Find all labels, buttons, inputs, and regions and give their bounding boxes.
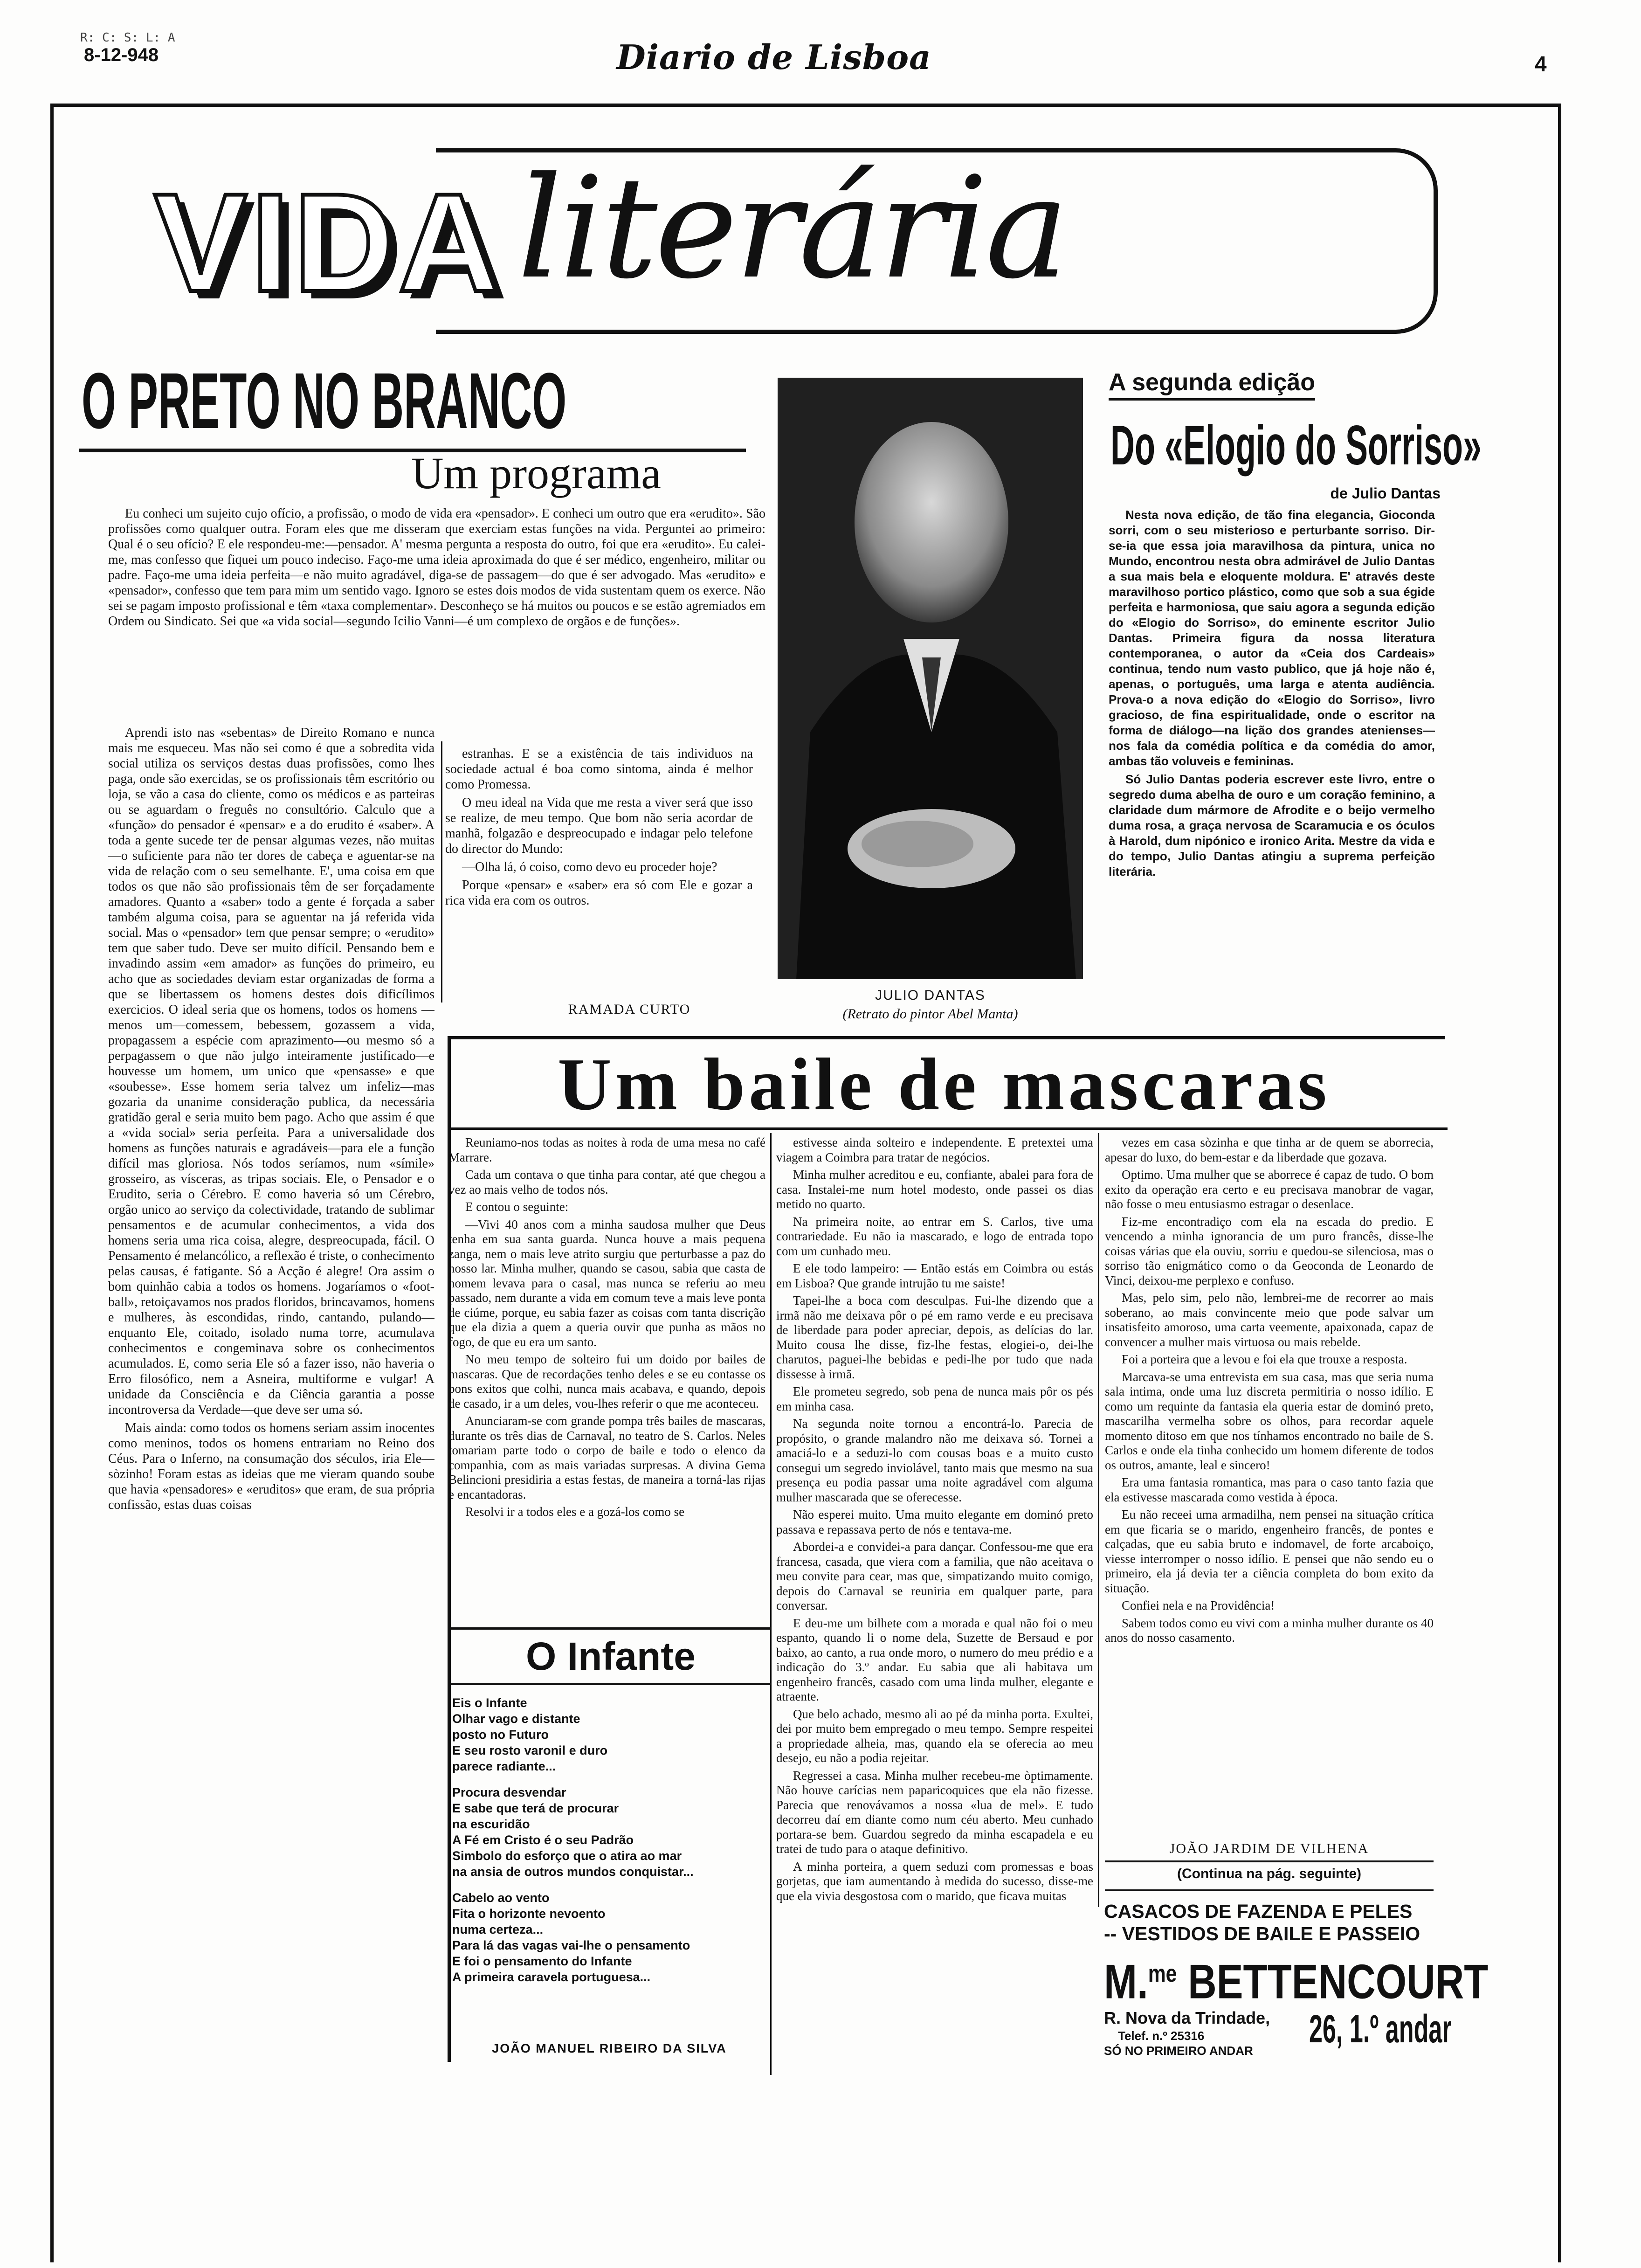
intro-paragraph xyxy=(108,506,765,632)
ad-address: R. Nova da Trindade, xyxy=(1104,2008,1270,2027)
side-headline: Do «Elogio do Sorriso» xyxy=(1110,414,1482,477)
paragraph: vezes em casa sòzinha e que tinha ar de quem se aborrecia, apesar do luxo, do bem-estar e da liberdade que gozava. xyxy=(1105,1135,1434,1164)
paragraph: Fiz-me encontradiço com ela na escada do predio. E vencendo a minha ignorancia de um puro francês, disse-lhe coisas várias que ela ouviu, sorriu e quedou-se silenciosa, mas o sorriso tão enigmático como o da Geoconda de Leonardo de Vinci, deixou-me perplexo e confuso. xyxy=(1105,1214,1434,1287)
paragraph: Minha mulher acreditou e eu, confiante, abalei para fora de casa. Instalei-me num hotel modesto, onde passei os dias metido no quarto. xyxy=(776,1168,1093,1211)
poem-line: E seu rosto varonil e duro xyxy=(452,1743,608,1757)
ref-stamp: R: C: S: L: A xyxy=(80,31,175,45)
paragraph: E contou o seguinte: xyxy=(465,1200,569,1214)
paragraph: E deu-me um bilhete com a morada e qual não foi o meu espanto, quando li o nome dela, Suzette de Bersaud e por baixo, ao canto, a rua onde moro, o numero do meu prédio e a indicação do 3.º andar. Eu sabia que ali habitava um engenheiro francês, casado com uma linda mulher, elegante e atraente. xyxy=(776,1616,1093,1703)
paragraph: Mais ainda: como todos os homens seriam assim inocentes como meninos, todos os homens entrariam no Reino dos Céus. Para o Inferno, na consumação dos séculos, iria Ele—sòzinho! Foram estas as ideias que me vieram quando soube que havia «pensadores» e «eruditos» que eram, de sua própria confissão, estas duas coisas xyxy=(108,1421,434,1512)
subtitle-um-programa: Um programa xyxy=(411,448,661,498)
paragraph: Eu não receei uma armadilha, nem pensei na situação crítica em que ficaria se o marido, engenheiro francês, de pontes e calçadas, que eu sabia bruto e indomavel, de forte arcaboiço, viesse interromper o nosso idílio. E pensei que não sendo eu o primeiro, ela já devia ter a ciência completa do bom exito da situação. xyxy=(1105,1507,1434,1595)
ad-phone: Telef. n.º 25316 xyxy=(1118,2029,1205,2043)
paragraph: Reuniamo-nos todas as noites à roda de uma mesa no café Marrare. xyxy=(448,1135,765,1164)
poem-stanza xyxy=(452,1890,769,1985)
poem-line: Para lá das vagas vai-lhe o pensamento xyxy=(452,1938,690,1952)
poem-line: Eis o Infante xyxy=(452,1696,527,1710)
poem-title-rule xyxy=(448,1683,770,1685)
ad-brand-name: BETTENCOURT xyxy=(1188,1955,1489,2009)
paragraph: Resolvi ir a todos eles e a gozá-los como se xyxy=(465,1505,685,1519)
poem-line: Fita o horizonte nevoento xyxy=(452,1907,606,1921)
intro-text: Eu conheci um sujeito cujo ofício, a profissão, o modo de vida era «pensador». E conheci um outro que era «erudito». São profissões como qualquer outra. Foram eles que me disseram que exerciam estas funções na vida. Perguntei ao primeiro: Qual é o seu ofício? E ele respondeu-me:—pensador. A' mesma pergunta a resposta do outro, foi que era «erudito». Eu calei-me, mas confesso que fiquei um pouco indeciso. Faço-me uma ideia aproximada do que é ser médico, engenheiro, militar ou padre. Faço-me uma ideia perfeita—e não muito agradável, diga-se de passagem—do que é ser advogado. Mas «erudito» e «pensador», confesso que tem para mim um sentido vago. Ignoro se estes dois modos de vida sustentam quem os exerce. Não sei se pagam imposto profissional e têm «taxa complementar». Desconheço se há muitos ou poucos e se estão agremiados em Ordem ou Sindicato. Sei que «a vida social—segundo Icilio Vanni—é um complexo de orgãos e de funções». xyxy=(108,506,765,629)
author-ramada-curto: RAMADA CURTO xyxy=(568,1002,691,1017)
baile-headline-rule xyxy=(450,1127,1448,1130)
poem-line: parece radiante... xyxy=(452,1759,556,1773)
banner-literaria: literária xyxy=(517,147,1066,310)
ad-number: 26, 1.º andar xyxy=(1309,2007,1452,2051)
paragraph: —Olha lá, ó coiso, como devo eu proceder hoje? xyxy=(462,860,717,874)
poem-line: E sabe que terá de procurar xyxy=(452,1801,619,1815)
ad-brand-sup: me xyxy=(1148,1960,1177,1987)
paragraph: Mas, pelo sim, pelo não, lembrei-me de recorrer ao mais soberano, ao mais convincente meio que pode salvar um insatisfeito amoroso, uma carta veemente, apaixonada, capaz de convencer a mulher mais virtuosa ou mais rebelde. xyxy=(1105,1291,1434,1349)
portrait-image xyxy=(778,378,1083,979)
article-col-right xyxy=(445,746,753,911)
ad-note: SÓ NO PRIMEIRO ANDAR xyxy=(1104,2044,1253,2058)
paragraph: Só Julio Dantas poderia escrever este livro, entre o segredo duma abelha de ouro e um coração feminino, a claridade dum mármore de Afrodite e o beijo vermelho duma rosa, a graça nervosa de Scaramucia e os óculos à Harold, dum nipónico e ironico Arita. Mestre da vida e do tempo, Julio Dantas atingiu a suprema perfeição literária. xyxy=(1109,772,1435,878)
masthead: Diario de Lisboa xyxy=(616,37,931,77)
poem-line: E foi o pensamento do Infante xyxy=(452,1954,632,1968)
paragraph: Nesta nova edição, de tão fina elegancia, Gioconda sorri, com o seu misterioso e perturbante sorriso. Dir-se-ia que essa joia maravilhosa da pintura, unica no Mundo, encontrou nesta obra admirável de Julio Dantas a sua mais bela e eloquente moldura. E' através deste maravilhoso portico plástico, como que sob a sua égide perfeita e harmoniosa, que saiu agora a segunda edição do «Elogio do Sorriso», do eminente escritor Julio Dantas. Primeira figura da nossa literatura contemporanea, o autor da «Ceia dos Cardeais» continua, tendo num vasto publico, que já hoje não é, apenas, o português, uma larga e atenta audiência. Prova-o a nova edição do «Elogio do Sorriso», livro gracioso, de fina espiritualidade, onde o escritor na forma de diálogo—na lição dos grandes atenienses—nos fala da comédia política e da comédia do amor, ambas tão voluveis e femininas. xyxy=(1109,508,1435,768)
portrait-caption-credit: (Retrato do pintor Abel Manta) xyxy=(842,1006,1018,1022)
portrait-caption-name: JULIO DANTAS xyxy=(875,988,986,1003)
paragraph: Na primeira noite, ao entrar em S. Carlos, tive uma contrariedade. Eu não ia mascarado, e logo de entrada topo com um cunhado meu. xyxy=(776,1214,1093,1258)
ad-brand-prefix: M. xyxy=(1104,1955,1148,2009)
ad-line-1: CASACOS DE FAZENDA E PELES xyxy=(1104,1901,1413,1922)
baile-col-divider-2 xyxy=(1098,1133,1099,1907)
side-byline: de Julio Dantas xyxy=(1330,485,1441,502)
paragraph: Na segunda noite tornou a encontrá-lo. Parecia de propósito, o grande malandro não me deixava só. Tornei a amaciá-lo e a seduzi-lo com cousas boas e a muito custo consegui um segredo inviolável, tanto mais que mesmo na sua presença eu podia passar uma noite agradável com alguma mulher mascarada que se oferecesse. xyxy=(776,1417,1093,1504)
paragraph: Que belo achado, mesmo ali ao pé da minha porta. Exultei, dei por muito bem empregado o meu tempo. Sempre respeitei a propriedade alheia, mas, quando ela se oferecia ao meu desejo, eu não a podia rejeitar. xyxy=(776,1707,1093,1765)
baile-headline: Um baile de mascaras xyxy=(558,1043,1331,1126)
date-stamp: 8-12-948 xyxy=(84,45,159,65)
paragraph: A minha porteira, a quem seduzi com promessas e boas gorjetas, que iam aumentando à medida do sucesso, disse-me que ela vivia desgostosa com o marido, que ficava muitas xyxy=(776,1859,1093,1903)
author-vilhena: JOÃO JARDIM DE VILHENA xyxy=(1169,1841,1369,1856)
poem-line: posto no Futuro xyxy=(452,1728,549,1742)
paragraph: Confiei nela e na Providência! xyxy=(1122,1598,1275,1612)
paragraph: Era uma fantasia romantica, mas para o caso tanto fazia que ela estivesse mascarada como vestida à época. xyxy=(1105,1475,1434,1504)
paragraph: Marcava-se uma entrevista em sua casa, mas que seria numa sala intima, onde uma luz discreta permitiria o nosso idílio. E como um requinte da fantasia ela queria estar de dominó preto, mascarilha vermelha sobre os olhos, para recordar aquele momento ditoso em que nos tínhamos encontrado no baile de S. Carlos e onde ela tinha conhecido um homem diferente de todos os outros, amante, leal e sincero! xyxy=(1105,1369,1434,1472)
poem-title: O Infante xyxy=(525,1634,696,1678)
column-divider xyxy=(441,741,442,1003)
author-ribeiro-da-silva: JOÃO MANUEL RIBEIRO DA SILVA xyxy=(492,2041,727,2055)
side-kicker: A segunda edição xyxy=(1109,368,1315,401)
paragraph: Não esperei muito. Uma muito elegante em dominó preto passava e repassava perto de nós e tentava-me. xyxy=(776,1507,1093,1536)
paragraph: Sabem todos como eu vivi com a minha mulher durante os 40 anos do nosso casamento. xyxy=(1105,1616,1434,1645)
paragraph: E ele todo lampeiro: — Então estás em Coimbra ou estás em Lisboa? Que grande intrujão tu me saiste! xyxy=(776,1261,1093,1290)
portrait-drawing xyxy=(778,378,1083,979)
paragraph: Ele prometeu segredo, sob pena de nunca mais pôr os pés em minha casa. xyxy=(776,1384,1093,1413)
ad-line-2: -- VESTIDOS DE BAILE E PASSEIO xyxy=(1104,1923,1420,1944)
page-number: 4 xyxy=(1535,52,1547,76)
frame-left xyxy=(50,104,54,2262)
paragraph: Abordei-a e convidei-a para dançar. Confessou-me que era francesa, casada, que viera com a familia, que não aceitava o meu convite para cear, mas que, simpatizando muito comigo, depois do Carnaval se reuniria em qualquer parte, para conversar. xyxy=(776,1540,1093,1612)
paragraph: No meu tempo de solteiro fui um doido por bailes de mascaras. Que de recordações tenho deles e se eu contasse os bons exitos que colhi, nunca mais acabava, e quando, depois de casado, ir a um deles, vou-lhes referir o que me aconteceu. xyxy=(448,1352,765,1411)
poem-line: A Fé em Cristo é o seu Padrão xyxy=(452,1833,634,1847)
poem-line: A primeira caravela portuguesa... xyxy=(452,1970,651,1984)
frame-top xyxy=(50,104,1561,107)
paragraph: estranhas. E se a existência de tais individuos na sociedade actual é boa como sintoma, ainda é melhor como Promessa. xyxy=(445,747,753,792)
continued-rule-top xyxy=(1105,1860,1434,1862)
baile-col-3 xyxy=(1105,1135,1434,1830)
poem-line: na ansia de outros mundos conquistar... xyxy=(452,1865,694,1879)
frame-right xyxy=(1558,104,1561,2262)
bettencourt-ad xyxy=(1104,1900,1489,2068)
headline-preto-no-branco: O PRETO NO BRANCO xyxy=(82,357,567,445)
poem-stanza xyxy=(452,1695,769,1774)
paragraph: Porque «pensar» e «saber» era só com Ele e gozar a rica vida era com os outros. xyxy=(445,878,753,908)
side-article-body xyxy=(1109,507,1435,882)
banner-vida: VIDA xyxy=(154,164,503,321)
poem-top-rule xyxy=(448,1627,770,1630)
baile-col-2 xyxy=(776,1135,1093,2077)
poem-line: Simbolo do esforço que o atira ao mar xyxy=(452,1849,682,1863)
paragraph: Regressei a casa. Minha mulher recebeu-me òptimamente. Não houve carícias nem paparicoquices que ela não fizesse. Parecia que renovávamos a nossa «lua de mel». E tudo decorreu daí em diante como num céu aberto. Meu cunhado portara-se bem. Guardou segredo da minha escapadela e eu tratei de tudo para o ataque definitivo. xyxy=(776,1768,1093,1856)
paragraph: —Vivi 40 anos com a minha saudosa mulher que Deus tenha em sua santa guarda. Nunca houve a mais pequena zanga, nem o mais leve atrito surgiu que perturbasse a paz do nosso lar. Minha mulher, quando se casou, sabia que casta de homem levava para o casal, mas nunca se referiu ao meu passado, nem durante a vida em comum teve a mais leve ponta de ciúme, porque, eu sabia fazer as coisas com tanta discrição que ela dizia a quem a queria ouvir que punha as mãos no fogo, de que eu era um santo. xyxy=(448,1217,765,1349)
continued-rule-bottom xyxy=(1105,1889,1434,1891)
poem-line: na escuridão xyxy=(452,1817,530,1831)
paragraph: Anunciaram-se com grande pompa três bailes de mascaras, durante os três dias de Carnaval, no teatro de S. Carlos. Neles tomariam parte todo o corpo de baile e todo o elenco da companhia, com as mais variadas surpresas. A divina Gema Belincioni presidiria a estas festas, de maneira a torná-las rijas e encantadoras. xyxy=(448,1414,765,1501)
paragraph: Aprendi isto nas «sebentas» de Direito Romano e nunca mais me esqueceu. Mas não sei como é que a sobredita vida social utiliza os serviços destas duas profissões, como lhes paga, onde são exercidas, se os profissionais têm escritório ou loja, se vão a casa do cliente, como os médicos e as parteiras ou se aguardam o freguês no consultório. Calculo que a «função» do pensador é «pensar» e a do erudito é «saber». A toda a gente sucede ter de pensar algumas vezes, não muitas —o suficiente para não ter dores de cabeça e aguentar-se na vida de relação com o seu semelhante. E', uma coisa em que todos os que não são profissionais têm de ser forçadamente amadores. Quanto a «saber» todo a gente é forçada a saber também alguma coisa, para se aguentar na já referida vida social. Mas o «pensador» tem que pensar sempre; o «erudito» tem que saber tudo. Deve ser muito difícil. Pensando bem e invadindo assim «em amador» as funções do primeiro, eu acho que as sociedades deviam estar organizadas de forma a que se libertassem os homens destes dois dificílimos exercicios. O ideal seria que os homens, todos os homens —menos um—comessem, bebessem, gozassem a vida, propagassem a espécie com aprazimento—ou mesmo só a perpagassem o que não julgo inteiramente justificado—e houvesse um homem, um unico que «pensasse» e que «soubesse». Esse homem seria talvez um infeliz—mas gozaria da unanime consideração publica, da necessária gratidão geral e seria muito bem pago. Acho que assim é que a «vida social» seria perfeita. Para a universalidade dos homens as funções naturais e agradáveis—para ele a função difícil mas gloriosa. Nós todos seríamos, num «símile» grosseiro, as vísceras, as tripas sociais. Ele, o Pensador e o Erudito, seria o Cérebro. E como haveria só um Cérebro, orgão unico ao serviço da colectividade, tratando de sublimar pensamentos e de acumular conhecimentos, a vida dos homens seria uma rica coisa, alegre, despreocupada, fácil. O Pensamento é melancólico, a reflexão é triste, o conhecimento pelas causas, é fatigante. Só a Acção é alegre! Ora assim o bom quinhão cabia a todos os homens. Jogaríamos o «foot-ball», retoiçavamos nos prados floridos, brincavamos, homens e mulheres, às escondidas, rindo, cantando, pulando—enquanto Ele, coitado, isolado numa torre, acumulava conhecimentos e congeminava sobre os conhecimentos acumulados. E, como seria Ele só a fazer isso, não haveria o Erro filosófico, nem a Asneira, multiforme e vulgar! A unidade da Consciência e da Ciência garantia a posse incontroversa da Verdade—que deve ser uma só. xyxy=(108,726,434,1417)
poem-line: Procura desvendar xyxy=(452,1785,566,1799)
poem-line: Cabelo ao vento xyxy=(452,1891,550,1905)
paragraph: Foi a porteira que a levou e foi ela que trouxe a resposta. xyxy=(1122,1352,1407,1366)
baile-col-1 xyxy=(448,1135,765,1624)
ad-brand xyxy=(1104,1948,1489,2009)
paragraph: Optimo. Uma mulher que se aborrece é capaz de tudo. O bom exito da operação era certo e eu precisava manobrar de vagar, não fosse o meu entusiasmo estragar o desenlace. xyxy=(1105,1168,1434,1211)
article-col-left xyxy=(108,725,434,2073)
continued-note: (Continua na pág. seguinte) xyxy=(1177,1866,1361,1881)
baile-col-divider-1 xyxy=(770,1133,772,2075)
paragraph: Tapei-lhe a boca com desculpas. Fui-lhe dizendo que a irmã não me deixava pôr o pé em ramo verde e eu precisava de liberdade para poder apreciar, depois, as delícias do lar. Muito cousa lhe disse, fiz-lhe festas, elogiei-o, dei-lhe charutos, paguei-lhe bebidas e pedi-lhe por tudo que nada dissesse à irmã. xyxy=(776,1293,1093,1381)
paragraph: O meu ideal na Vida que me resta a viver será que isso se realize, de meu tempo. Que bom não seria acordar de manhã, folgazão e despreocupado e indagar pelo telefone do director do Mundo: xyxy=(445,795,753,856)
poem-body xyxy=(452,1695,769,1995)
poem-stanza xyxy=(452,1784,769,1880)
paragraph: Cada um contava o que tinha para contar, até que chegou a vez ao mais velho de todos nós. xyxy=(448,1168,765,1196)
paragraph: estivesse ainda solteiro e independente. E pretextei uma viagem a Coimbra para tratar de negócios. xyxy=(776,1135,1093,1164)
poem-line: Olhar vago e distante xyxy=(452,1712,580,1726)
poem-line: numa certeza... xyxy=(452,1922,544,1936)
baile-top-rule xyxy=(448,1036,1445,1039)
